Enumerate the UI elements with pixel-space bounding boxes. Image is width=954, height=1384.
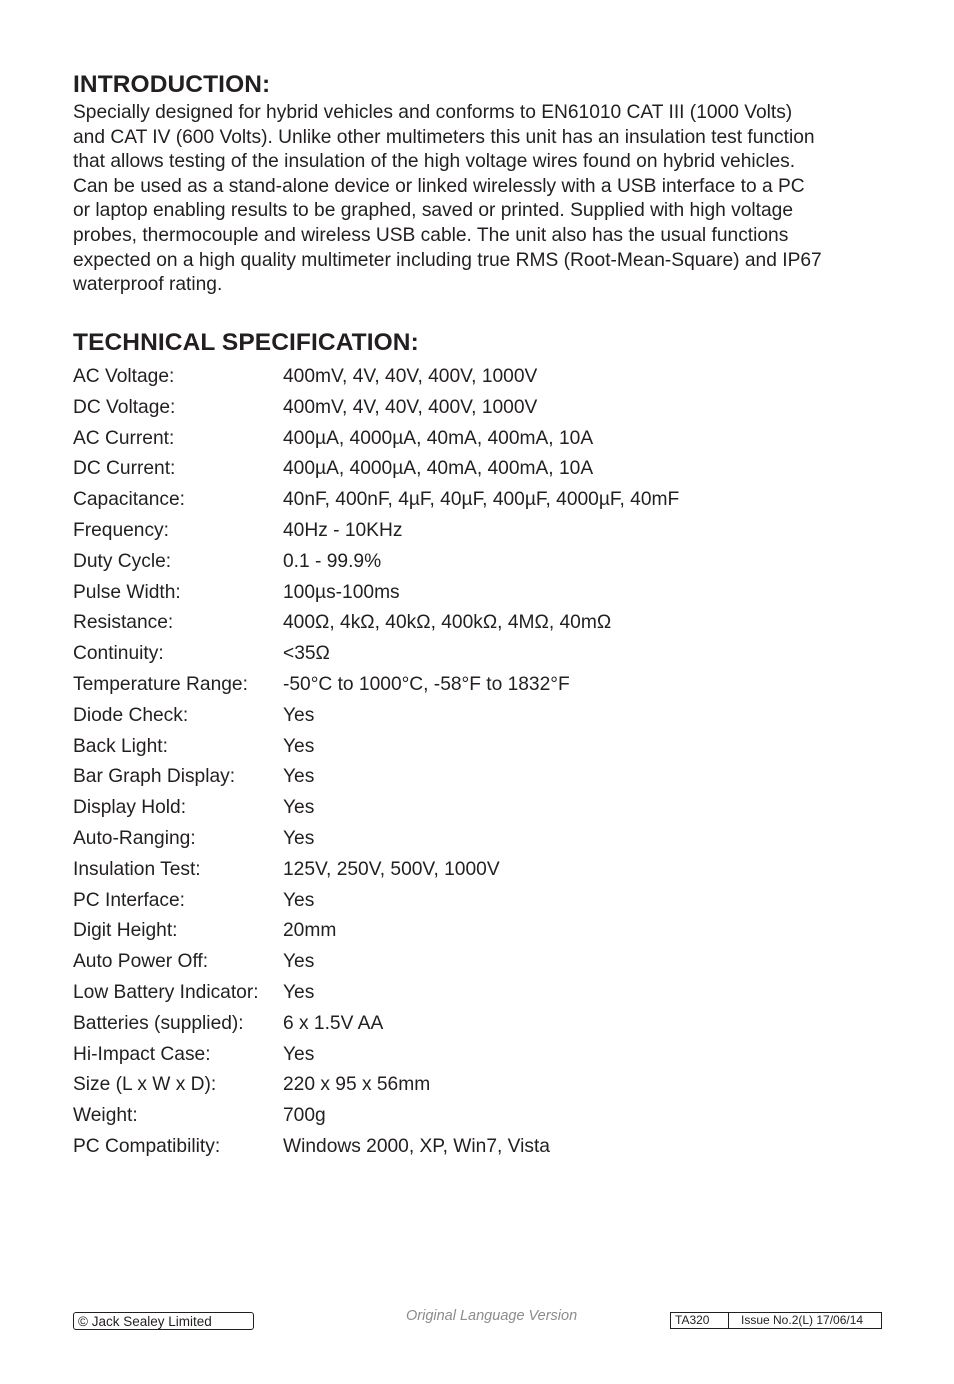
spec-label: Capacitance: bbox=[73, 489, 185, 511]
spec-label: Auto-Ranging: bbox=[73, 827, 196, 849]
spec-value: 125V, 250V, 500V, 1000V bbox=[283, 858, 500, 880]
introduction-line: and CAT IV (600 Volts). Unlike other multimeters this unit has an insulation test function bbox=[73, 126, 815, 148]
spec-label: DC Voltage: bbox=[73, 396, 176, 418]
technical-specification-heading: TECHNICAL SPECIFICATION: bbox=[73, 329, 419, 356]
spec-value: Yes bbox=[283, 889, 315, 911]
introduction-line: waterproof rating. bbox=[73, 274, 223, 296]
spec-label: AC Voltage: bbox=[73, 366, 175, 387]
spec-value: -50°C to 1000°C, -58°F to 1832°F bbox=[283, 673, 570, 695]
spec-label: Continuity: bbox=[73, 643, 164, 665]
spec-label: Duty Cycle: bbox=[73, 550, 172, 572]
introduction-line: that allows testing of the insulation of the high voltage wires found on hybrid vehicles. bbox=[73, 151, 796, 173]
spec-value: 400µA, 4000µA, 40mA, 400mA, 10A bbox=[283, 427, 594, 449]
spec-label: DC Current: bbox=[73, 458, 176, 480]
introduction-line: Can be used as a stand-alone device or linked wirelessly with a USB interface to a PC bbox=[73, 175, 805, 197]
spec-value: 0.1 - 99.9% bbox=[283, 550, 382, 572]
spec-label: PC Compatibility: bbox=[73, 1135, 221, 1157]
spec-label: Insulation Test: bbox=[73, 858, 201, 880]
spec-value: 700g bbox=[283, 1105, 326, 1127]
introduction-paragraph bbox=[73, 101, 883, 298]
spec-label: Size (L x W x D): bbox=[73, 1074, 217, 1096]
spec-value: 100µs-100ms bbox=[283, 581, 400, 603]
spec-label: Resistance: bbox=[73, 612, 174, 634]
issue-box bbox=[670, 1312, 882, 1329]
introduction-line: Specially designed for hybrid vehicles and conforms to EN61010 CAT III (1000 Volts) bbox=[73, 102, 793, 123]
introduction-line: expected on a high quality multimeter including true RMS (Root-Mean-Square) and IP67 bbox=[73, 249, 822, 271]
spec-value: Windows 2000, XP, Win7, Vista bbox=[283, 1135, 550, 1157]
spec-label: Frequency: bbox=[73, 519, 169, 541]
spec-label: Display Hold: bbox=[73, 797, 187, 819]
introduction-heading: INTRODUCTION: bbox=[73, 71, 271, 98]
copyright-box bbox=[73, 1312, 254, 1330]
spec-value: <35Ω bbox=[283, 643, 330, 665]
spec-value: Yes bbox=[283, 797, 315, 819]
spec-value: 400Ω, 4kΩ, 40kΩ, 400kΩ, 4MΩ, 40mΩ bbox=[283, 612, 612, 634]
spec-label: Hi-Impact Case: bbox=[73, 1043, 211, 1065]
introduction-line: probes, thermocouple and wireless USB cable. The unit also has the usual functions bbox=[73, 224, 789, 246]
spec-label: Bar Graph Display: bbox=[73, 766, 236, 788]
spec-value: Yes bbox=[283, 981, 315, 1003]
spec-label: AC Current: bbox=[73, 427, 175, 449]
spec-value: 6 x 1.5V AA bbox=[283, 1012, 384, 1034]
language-version-note: Original Language Version bbox=[406, 1308, 578, 1324]
spec-label: Pulse Width: bbox=[73, 581, 181, 603]
introduction-line: or laptop enabling results to be graphed, saved or printed. Supplied with high voltage bbox=[73, 200, 794, 222]
spec-value: 220 x 95 x 56mm bbox=[283, 1074, 431, 1096]
spec-value: Yes bbox=[283, 827, 315, 849]
spec-label: Diode Check: bbox=[73, 704, 189, 726]
spec-label: Auto Power Off: bbox=[73, 951, 209, 973]
spec-value: 400mV, 4V, 40V, 400V, 1000V bbox=[283, 366, 538, 387]
spec-label: Weight: bbox=[73, 1105, 138, 1127]
spec-value: Yes bbox=[283, 735, 315, 757]
spec-value: Yes bbox=[283, 951, 315, 973]
spec-value: Yes bbox=[283, 1043, 315, 1065]
issue-box-divider bbox=[728, 1313, 729, 1328]
issue-number-date: Issue No.2(L) 17/06/14 bbox=[741, 1313, 864, 1327]
spec-value: 400µA, 4000µA, 40mA, 400mA, 10A bbox=[283, 458, 594, 480]
spec-value: 40Hz - 10KHz bbox=[283, 519, 403, 541]
spec-label: Digit Height: bbox=[73, 920, 178, 942]
spec-value: 40nF, 400nF, 4µF, 40µF, 400µF, 4000µF, 40mF bbox=[283, 489, 680, 511]
spec-value: 400mV, 4V, 40V, 400V, 1000V bbox=[283, 396, 538, 418]
spec-label: PC Interface: bbox=[73, 889, 185, 911]
spec-label: Batteries (supplied): bbox=[73, 1012, 244, 1034]
spec-label: Back Light: bbox=[73, 735, 168, 757]
spec-label: Low Battery Indicator: bbox=[73, 981, 259, 1003]
spec-value: Yes bbox=[283, 766, 315, 788]
model-code: TA320 bbox=[675, 1313, 710, 1327]
spec-label: Temperature Range: bbox=[73, 673, 248, 695]
spec-value: 20mm bbox=[283, 920, 337, 942]
spec-value: Yes bbox=[283, 704, 315, 726]
copyright-text: © Jack Sealey Limited bbox=[78, 1314, 212, 1329]
